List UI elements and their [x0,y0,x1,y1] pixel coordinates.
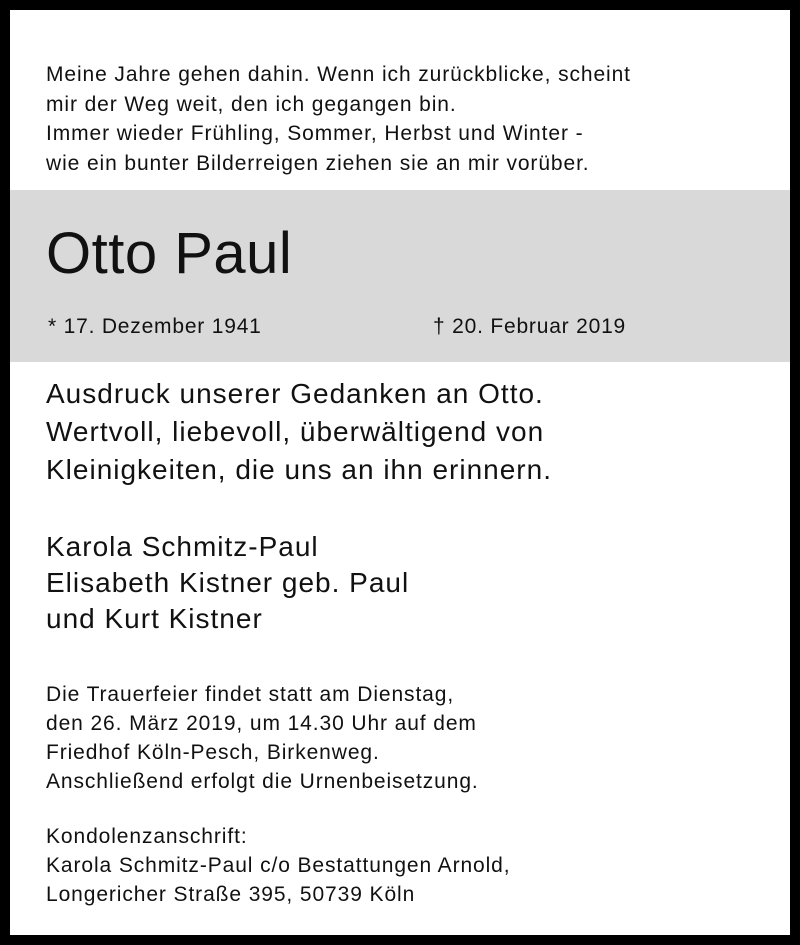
poem-line: Meine Jahre gehen dahin. Wenn ich zurückblicke, scheint [46,63,631,86]
tribute-line: Ausdruck unserer Gedanken an Otto. [46,378,544,409]
mourner-name: Karola Schmitz-Paul [46,531,319,562]
death-date: † 20. Februar 2019 [433,315,627,338]
mourner-name: und Kurt Kistner [46,603,263,634]
ceremony-info [46,680,786,796]
mourner-name: Elisabeth Kistner geb. Paul [46,567,410,598]
birth-date: * 17. Dezember 1941 [48,315,262,338]
ceremony-line: Friedhof Köln-Pesch, Birkenweg. [46,741,380,764]
poem-line: mir der Weg weit, den ich gegangen bin. [46,92,457,116]
tribute-line: Kleinigkeiten, die uns an ihn erinnern. [46,454,552,485]
poem [46,60,786,178]
name-band [10,190,790,362]
tribute-text [46,375,786,489]
ceremony-line: Anschließend erfolgt die Urnenbeisetzung. [46,770,479,793]
poem-line: Immer wieder Frühling, Sommer, Herbst und Winter - [46,122,584,145]
deceased-name: Otto Paul [46,221,293,286]
condolence-line: Longericher Straße 395, 50739 Köln [46,883,416,906]
condolence-line: Karola Schmitz-Paul c/o Bestattungen Arnold, [46,854,511,877]
ceremony-line: den 26. März 2019, um 14.30 Uhr auf dem [46,712,477,735]
tribute-line: Wertvoll, liebevoll, überwältigend von [46,416,545,447]
condolence-heading: Kondolenzanschrift: [46,825,248,848]
mourners-list [46,529,786,637]
condolence-address [46,822,786,909]
ceremony-line: Die Trauerfeier findet statt am Dienstag, [46,683,455,706]
poem-line: wie ein bunter Bilderreigen ziehen sie an mir vorüber. [46,151,590,175]
